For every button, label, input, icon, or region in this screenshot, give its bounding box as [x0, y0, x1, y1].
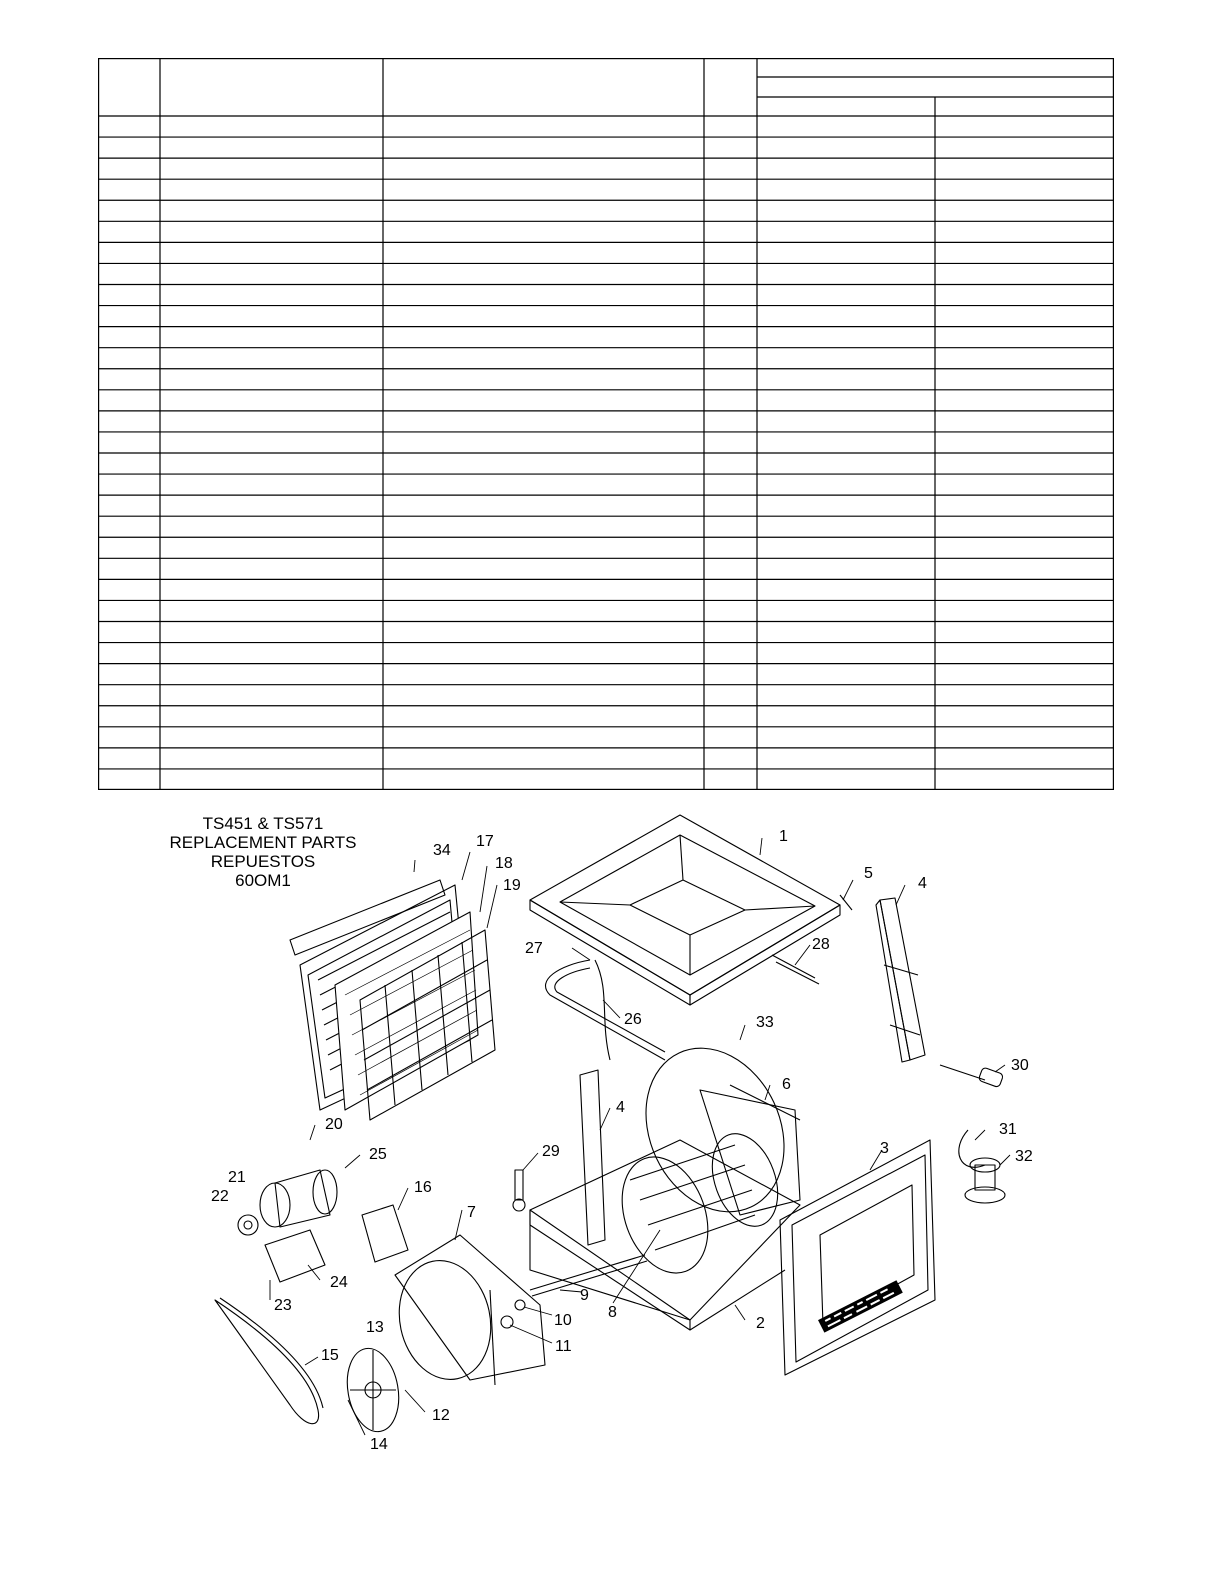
- callout-28: 28: [812, 936, 830, 953]
- callout-27: 27: [525, 940, 543, 957]
- part-top-cover: [530, 815, 840, 1005]
- part-motor-bracket: [265, 1230, 325, 1282]
- callout-15: 15: [321, 1347, 339, 1364]
- callout-10: 10: [554, 1312, 572, 1329]
- callout-30: 30: [1011, 1057, 1029, 1074]
- callout-1: 1: [779, 828, 788, 845]
- callout-9: 9: [580, 1287, 589, 1304]
- part-blower-wheel: [607, 1125, 790, 1285]
- part-cord: [940, 1065, 985, 1080]
- callout-31: 31: [999, 1121, 1017, 1138]
- callout-17: 17: [476, 833, 494, 850]
- callout-23: 23: [274, 1297, 292, 1314]
- part-clip: [840, 895, 852, 910]
- callout-20: 20: [325, 1116, 343, 1133]
- part-pump: [959, 1130, 1005, 1203]
- callout-4b: 4: [616, 1099, 625, 1116]
- part-shaft: [530, 1255, 645, 1290]
- part-plate: [362, 1205, 408, 1262]
- title-line-repuestos: REPUESTOS: [210, 852, 316, 871]
- callout-21: 21: [228, 1169, 246, 1186]
- callout-26: 26: [624, 1011, 642, 1028]
- exploded-parts-diagram: [150, 808, 1070, 1468]
- title-line-code: 60OM1: [235, 871, 291, 890]
- callout-22: 22: [211, 1188, 229, 1205]
- part-belt: [215, 1300, 319, 1424]
- callout-29: 29: [542, 1143, 560, 1160]
- callout-14: 14: [370, 1436, 388, 1453]
- callout-33: 33: [756, 1014, 774, 1031]
- callout-3: 3: [880, 1140, 889, 1157]
- table-border: [99, 59, 1114, 790]
- part-motor: [238, 1170, 337, 1235]
- part-blower-housing: [620, 1025, 810, 1234]
- part-tube: [546, 960, 665, 1060]
- part-bearing: [515, 1300, 525, 1310]
- callout-18: 18: [495, 855, 513, 872]
- title-line-model: TS451 & TS571: [202, 814, 324, 833]
- callout-19: 19: [503, 877, 521, 894]
- part-float-valve: [513, 1170, 525, 1211]
- part-side-housing: [389, 1235, 545, 1388]
- callout-13: 13: [366, 1319, 384, 1336]
- callout-32: 32: [1015, 1148, 1033, 1165]
- title-line-replacement: REPLACEMENT PARTS: [169, 833, 357, 852]
- callout-7: 7: [467, 1204, 476, 1221]
- callout-11: 11: [555, 1338, 572, 1355]
- part-hose: [595, 960, 610, 1060]
- part-rod: [772, 955, 815, 978]
- callout-25: 25: [369, 1146, 387, 1163]
- callout-6: 6: [782, 1076, 791, 1093]
- part-cooling-media: [335, 912, 478, 1110]
- callout-8: 8: [608, 1304, 617, 1321]
- parts-table: [98, 58, 1114, 790]
- callout-34: 34: [433, 842, 451, 859]
- part-bracket: [876, 898, 925, 1062]
- brand-logo: [818, 1280, 903, 1332]
- callout-5: 5: [864, 865, 873, 882]
- callout-2: 2: [756, 1315, 765, 1332]
- part-front-panel: [780, 1140, 935, 1375]
- part-switch: [978, 1067, 1003, 1088]
- callout-12: 12: [432, 1407, 450, 1424]
- callout-24: 24: [330, 1274, 348, 1291]
- callout-16: 16: [414, 1179, 432, 1196]
- callout-4: 4: [918, 875, 927, 892]
- part-pulley: [341, 1344, 405, 1435]
- part-bracket-center: [580, 1070, 605, 1245]
